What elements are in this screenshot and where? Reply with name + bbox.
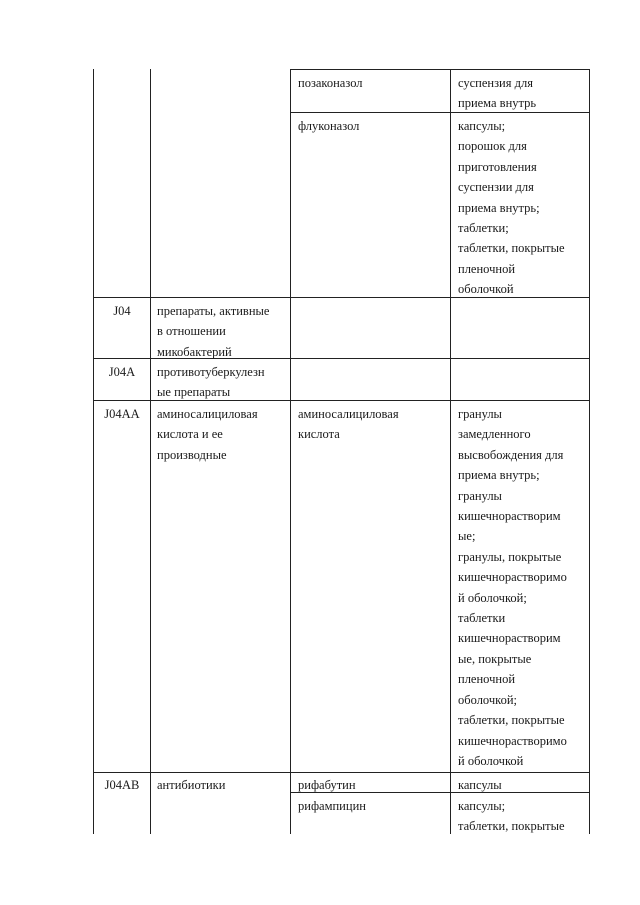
table-cell-form: гранулы замедленного высвобождения для приема внутрь; гранулы кишечнорастворим ые; гранулы, покрытые кишечнорастворимо й оболочкой; таблетки кишечнорастворим ые, покрытые пленочной оболочкой; таблетки, покрытые кишечнорастворимо й оболочкой [458, 407, 567, 768]
table-column-divider [450, 69, 451, 834]
table-border-left [93, 69, 94, 834]
table-column-divider [150, 69, 151, 834]
table-row-divider [290, 69, 590, 70]
table-cell-group: препараты, активные в отношении микобактерий [157, 304, 270, 359]
table-cell-drug: рифампицин [298, 799, 366, 813]
table-column-divider [290, 69, 291, 834]
table-cell-code: J04AB [104, 778, 140, 792]
table-border-right [589, 69, 590, 834]
table-cell-form: капсулы [458, 778, 502, 792]
table-cell-code: J04 [113, 304, 131, 318]
table-cell-form: суспензия для приема внутрь [458, 76, 537, 111]
table-cell-code: J04AA [104, 407, 140, 421]
table-cell-drug: рифабутин [298, 778, 356, 792]
table-cell-drug: позаконазол [298, 76, 363, 90]
table-cell-group: противотуберкулезн ые препараты [157, 365, 265, 400]
table-cell-form: капсулы; таблетки, покрытые [458, 799, 565, 834]
table-row-divider [93, 772, 590, 773]
table-cell-group: антибиотики [157, 778, 226, 792]
table-cell-drug: аминосалициловая кислота [298, 407, 399, 442]
table-cell-group: аминосалициловая кислота и ее производные [157, 407, 258, 462]
table-cell-drug: флуконазол [298, 119, 360, 133]
table-cell-form: капсулы; порошок для приготовления суспензии для приема внутрь; таблетки; таблетки, покрытые пленочной оболочкой [458, 119, 565, 297]
table-cell-code: J04A [108, 365, 136, 379]
